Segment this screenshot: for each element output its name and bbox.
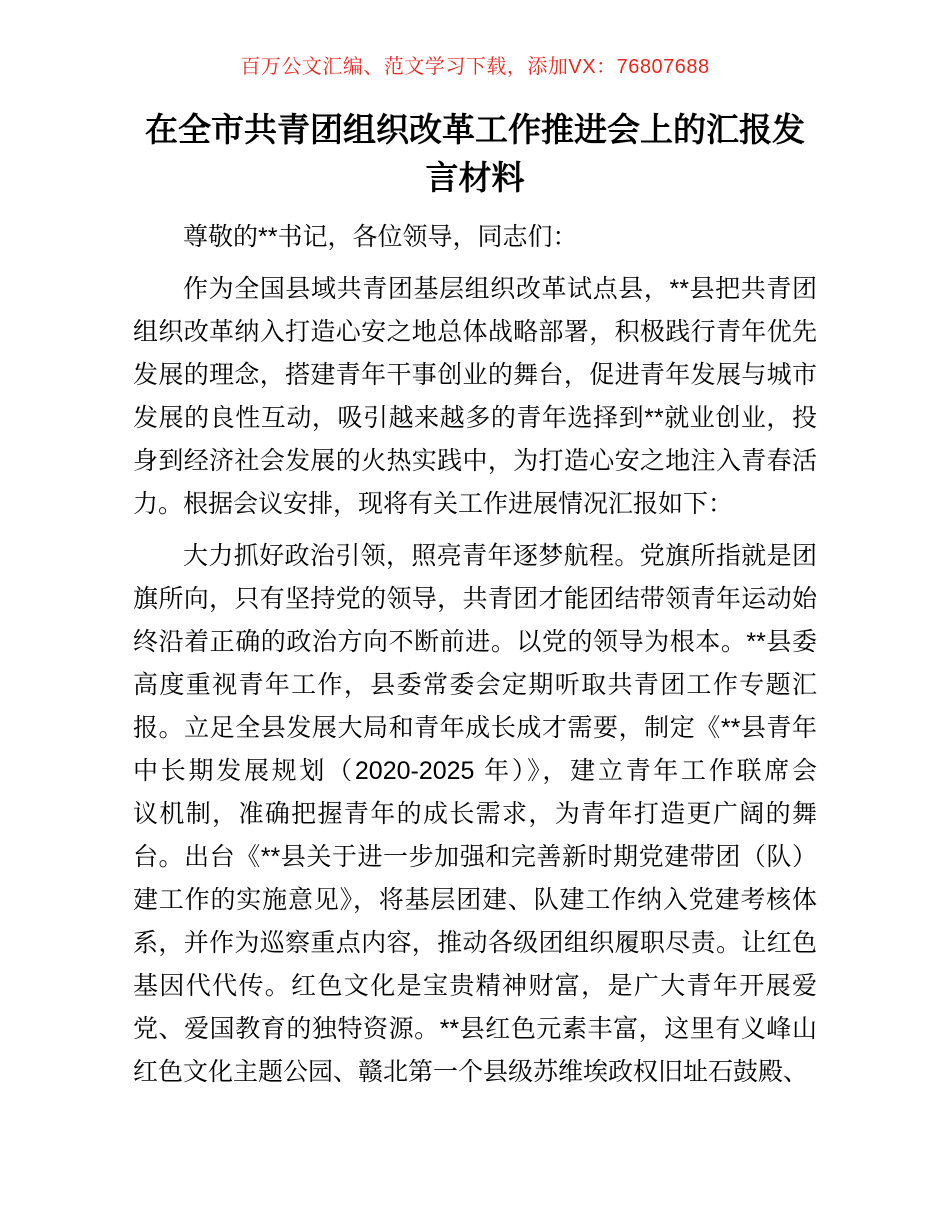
document-title: 在全市共青团组织改革工作推进会上的汇报发言材料 bbox=[145, 111, 805, 196]
paragraph-line: 党、爱国教育的独特资源。**县红色元素丰富，这里有义峰山 bbox=[133, 1015, 817, 1043]
paragraph-line: 高度重视青年工作，县委常委会定期听取共青团工作专题汇 bbox=[133, 671, 817, 699]
paragraph-line: 力。根据会议安排，现将有关工作进展情况汇报如下： bbox=[133, 490, 734, 518]
paragraph-line: 中长期发展规划（2020-2025 年）》，建立青年工作联席会 bbox=[133, 757, 817, 785]
paragraph-line: 作为全国县域共青团基层组织改革试点县，**县把共青团 bbox=[183, 275, 817, 303]
document-body bbox=[133, 216, 817, 1094]
paragraph-line: 组织改革纳入打造心安之地总体战略部署，积极践行青年优先 bbox=[133, 318, 817, 346]
paragraph-line: 议机制，准确把握青年的成长需求，为青年打造更广阔的舞 bbox=[133, 800, 817, 828]
paragraph-line: 系，并作为巡察重点内容，推动各级团组织履职尽责。让红色 bbox=[133, 929, 817, 957]
paragraph-line: 尊敬的**书记，各位领导，同志们： bbox=[183, 223, 578, 251]
paragraph bbox=[133, 268, 817, 526]
paragraph-line: 身到经济社会发展的火热实践中，为打造心安之地注入青春活 bbox=[133, 447, 817, 475]
paragraph-line: 报。立足全县发展大局和青年成长成才需要，制定《**县青年 bbox=[133, 714, 817, 742]
paragraph-line: 终沿着正确的政治方向不断前进。以党的领导为根本。**县委 bbox=[133, 628, 817, 656]
paragraph bbox=[133, 216, 817, 259]
promo-banner: 百万公文汇编、范文学习下载，添加VX：76807688 bbox=[240, 56, 710, 78]
paragraph-line: 旗所向，只有坚持党的领导，共青团才能团结带领青年运动始 bbox=[133, 585, 817, 613]
paragraph-line: 发展的良性互动，吸引越来越多的青年选择到**就业创业，投 bbox=[133, 404, 817, 432]
paragraph-line: 建工作的实施意见》，将基层团建、队建工作纳入党建考核体 bbox=[133, 886, 817, 914]
paragraph bbox=[133, 535, 817, 1094]
paragraph-line: 基因代代传。红色文化是宝贵精神财富，是广大青年开展爱 bbox=[133, 972, 817, 1000]
paragraph-line: 大力抓好政治引领，照亮青年逐梦航程。党旗所指就是团 bbox=[183, 542, 817, 570]
paragraph-line: 台。出台《**县关于进一步加强和完善新时期党建带团（队） bbox=[133, 843, 817, 871]
paragraph-line: 发展的理念，搭建青年干事创业的舞台，促进青年发展与城市 bbox=[133, 361, 817, 389]
paragraph-line: 红色文化主题公园、赣北第一个县级苏维埃政权旧址石鼓殿、 bbox=[133, 1058, 809, 1086]
